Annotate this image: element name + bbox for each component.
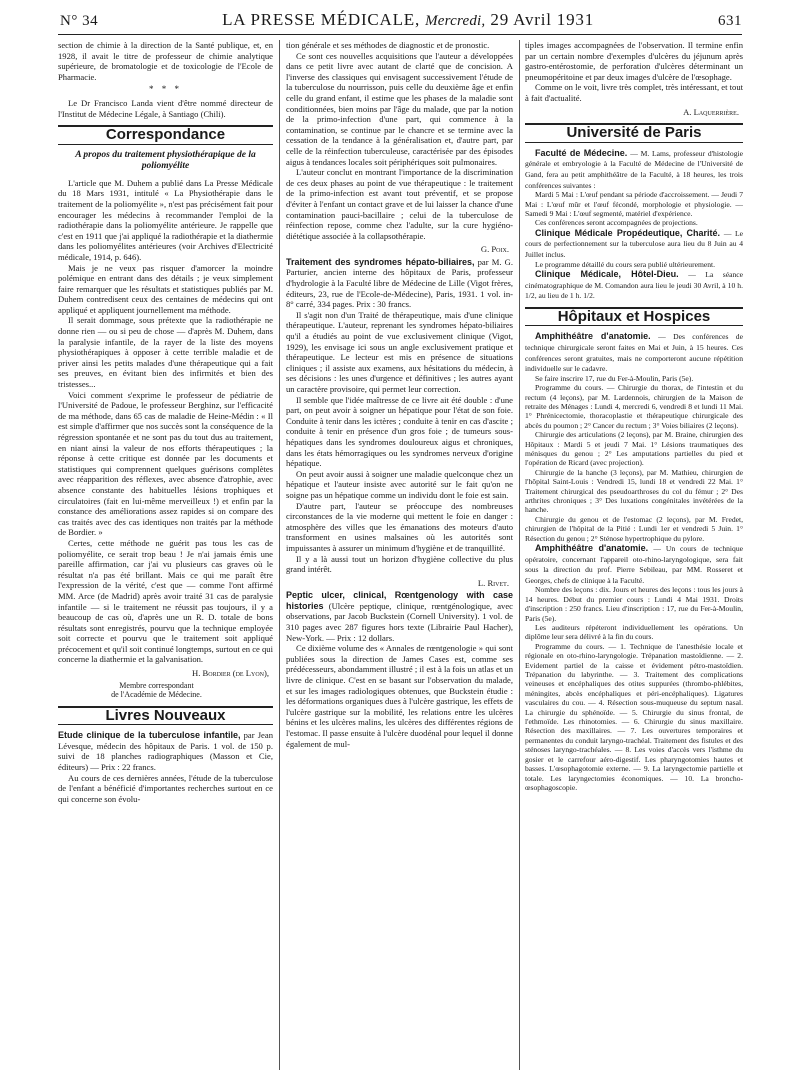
book-meta: (Ulcère peptique, clinique, rœntgénologique, avec observations, par Jacob Buckstein (Cornell University). 1 vol. de 310 pages avec 287 figures hors texte (Librairie Paul Hacher), New-York. — Prix : 12 dollars. <box>286 600 513 643</box>
section-title-livres: Livres Nouveaux <box>58 706 273 726</box>
institution-title: Clinique Médicale, Hôtel-Dieu. <box>535 268 679 279</box>
institution-text: — M. Lams, professeur d'histologie générale et embryologie à la Faculté de Médecine de l'Université de Gand, fera au petit amphithéâtre de la Faculté, à 18 heures, les trois conférences suivantes : <box>525 148 743 190</box>
column-divider <box>519 40 520 1070</box>
paragraph: Chirurgie de la hanche (3 leçons), par M. Mathieu, chirurgien de l'hôpital Saint-Louis : Vendredi 15, lundi 18 et vendredi 22 Mai. 1° Traitement chirurgical des pseudoarthroses du col du fémur ; 2° Des arthrites chroniques ; 3° Des luxations congénitales invétérées de la hanche. <box>525 467 743 515</box>
paragraph: Se faire inscrire 17, rue du Fer-à-Moulin, Paris (5e). <box>535 373 694 383</box>
paragraph: tion générale et ses méthodes de diagnostic et de pronostic. <box>286 40 490 50</box>
intro-paragraph: section de chimie à la direction de la Santé publique, et, en 1928, il avait le titre de professeur de chimie analytique supérieure, de bromatologie et de toxicologie de l'Ecole de Pharmacie. <box>58 40 273 82</box>
paragraph: Programme du cours. — 1. Technique de l'anesthésie locale et régionale en oto-rhino-laryngologie. Trépanation mastoïdienne. — 2. Evidement partiel de la caisse et évidement pétro-mastoïdien. Trépanation du labyrinthe. — 3. Traitement des complications veineuses et encéphaliques des otites suppurées (thrombo-phlébites, méningites, abcès encéphaliques et péri-encéphaliques). Ligatures vasculaires du cou. — 4. Résection sous-muqueuse du septum nasal. La chirurgie du sphénoïde. — 5. Chirurgie du sinus frontal, de l'ethmoïde. Les rhinotomies. — 6. Chirurgie du sinus maxillaire. Résection des maxillaires. — 7. Les ouvertures temporaires et permanentes du conduit laryngo-trachéal. Traitement des fistules et des sténoses laryngo-trachéales. — 8. Les voies d'accès vers l'isthme du gosier et le carrefour aéro-digestif. Les pharyngotomies hautes et basses. L'œsophagotomie externe. — 9. La laryngectomie partielle et totale. Les laryngectomies économiques. — 10. La broncho-œsophagoscopie. <box>525 641 743 792</box>
paragraph: Au cours de ces dernières années, l'étude de la tuberculose de l'enfant a bénéficié d'importantes recherches surtout en ce qui concerne son évolu- <box>58 772 273 804</box>
paragraph: Le programme détaillé du cours sera publié ultérieurement. <box>535 259 716 269</box>
paragraph: Il serait dommage, sous prétexte que la radiothérapie ne donne rien — ou si peu de chose — d'après M. Duhem, dans la paralysie infantile, de la rayer de la liste des moyens physiothérapiques à opposer à cette terrible maladie et de priver ainsi les petits malades d'une thérapeutique qui a fait ses preuves, en évitant bien des infirmités et bien des tristesses... <box>58 315 273 390</box>
book-title: Peptic ulcer, clinical, Rœntgenology with case histories <box>286 590 513 611</box>
institution-text: — Un cours de technique opératoire, concernant l'appareil oto-rhino-laryngologique, sera fait sous la direction du prof. Pierre Sebileau, par MM. Rosseret et Georges, chefs de clinique à la Faculté. <box>525 544 743 585</box>
header-rule <box>58 34 742 35</box>
paragraph: Il s'agit non d'un Traité de thérapeutique, mais d'une clinique thérapeutique. L'auteur, reprenant les syndromes hépato-biliaires qu'il a étudiés au point de vue exclusivement clinique (Vigot, 1929), les envisage ici sous un angle exclusivement pratique et thérapeutique. Le lecteur est mis en présence de situations cliniques ; il assiste aux examens, aux hésitations du médecin, à ses décisions : les unes d'urgence et définitives ; les autres ayant un caractère provisoire, qui permet leur correction. <box>286 309 513 394</box>
paragraph: L'auteur conclut en montrant l'importance de la discrimination de ces deux phases au point de vue thérapeutique : le traitement de la primo-infection est avant tout préventif, et se propose d'éviter à l'enfant un contact grave et de lui laisser la chance d'une contamination pauci-bacillaire ; celui de la tuberculose de réinfection repose, comme chez l'adulte, sur la cure hygiéno-diététique associée à la collapsothérapie. <box>286 167 513 241</box>
paragraph: Les auditeurs répéteront individuellement les opérations. Un diplôme leur sera délivré à la fin du cours. <box>525 623 743 642</box>
signature-role: Membre correspondant <box>119 680 194 690</box>
journal-title <box>222 10 594 30</box>
column-1 <box>58 40 273 1070</box>
signature: L. Rivet. <box>477 577 509 588</box>
journal-name: LA PRESSE MÉDICALE, <box>222 10 421 29</box>
paragraph: Nombre des leçons : dix. Jours et heures des leçons : tous les jours à 14 heures. Début du premier cours : Lundi 4 Mai 1931. Droits d'inscription : 250 francs. Lieu d'inscription : 17, rue du Fer-à-Moulin, Paris (5e). <box>525 585 743 623</box>
institution-title: Amphithéâtre d'anatomie. <box>535 543 649 553</box>
column-2 <box>286 40 513 1070</box>
page-number: 631 <box>718 13 742 29</box>
paragraph: On peut avoir aussi à soigner une maladie quelconque chez un hépatique et l'auteur insiste avec autorité sur le fait qu'on ne soigne pas un hépatique comme un individu dont le foie est sain. <box>286 468 513 500</box>
journal-day: Mercredi, <box>425 13 486 29</box>
correspondance-subtitle: A propos du traitement physiothérapique de la poliomyélite <box>75 149 256 171</box>
paragraph: Comme on le voit, livre très complet, très intéressant, et tout à fait d'actualité. <box>525 82 743 103</box>
book-meta: par M. G. Parturier, ancien interne des hôpitaux de Paris, professeur d'hydrologie à la Faculté libre de Médecine de Lille (Vigot frères, éditeurs, 23, rue de l'Ecole-de-Médecine), Paris, 1931. 1 vol. in-8° carré, 334 pages. Prix : 30 francs. <box>286 256 513 310</box>
paragraph: Il y a là aussi tout un horizon d'hygiène collective du plus grand intérêt. <box>286 553 513 575</box>
section-title-universite: Université de Paris <box>525 123 743 143</box>
section-title-hopitaux: Hôpitaux et Hospices <box>525 307 743 327</box>
paragraph: Voici comment s'exprime le professeur de pédiatrie de l'Université de Padoue, le professeur Berghinz, sur l'efficacité de ma méthode, dans 65 cas de maladie de Heine-Médin : « Il est simple d'affirmer que nos succès sont la conséquence de la régression spontanée et ne sont pas du tout dus au traitement, en niant ainsi la valeur de nos efforts thérapeutiques ; la réponse à cette critique est donnée par les documents et statistiques qui comprennent quelques guérisons complètes avec réapparition des réflexes, avec absence d'atrophie, avec absence constante des habituelles lésions trophiques et circulatoires (fait en lui-même merveilleux !) et enfin par la constance des améliorations assez rapides si on compare des cas traités avec des cas identiques non traités par la méthode de Bordier. » <box>58 389 273 538</box>
paragraph: Mardi 5 Mai : L'œuf pendant sa période d'accroissement. — Jeudi 7 Mai : L'œuf mûr et l'œuf fécondé, morphologie et physiologie. — Samedi 9 Mai : L'œuf segmenté, matériel d'expérience. <box>525 190 743 218</box>
institution-text: — La séance cinématographique de M. Comandon aura lieu le jeudi 30 Avril, à 10 h. 1/2, au lieu de 1 h. 1/2. <box>525 269 743 301</box>
institution-text: — Des conférences de technique chirurgicale seront faites en Mai et Juin, à 15 heures. Ces conférences seront gratuites, mais ne comporteront aucune répétition individuelle sur le cadavre. <box>525 332 743 374</box>
landa-paragraph: Le Dr Francisco Landa vient d'être nommé directeur de l'Institut de Médecine Légale, à Santiago (Chili). <box>58 97 273 119</box>
paragraph: D'autre part, l'auteur se préoccupe des nombreuses circonstances de la vie moderne qui mettent le foie en danger : atmosphère des villes que les émanations des moteurs d'auto transforment en usines malsaines où les autorités sont impuissantes à assurer un minimum d'hygiène et de tranquillité. <box>286 500 513 553</box>
paragraph: Ce sont ces nouvelles acquisitions que l'auteur a développées dans ce petit livre avec autant de clarté que de concision. A l'inverse des classiques qui envisagent successivement l'étude de la tuberculose du nourrisson, puis celle du deuxième âge et enfin celle du grand enfant, il estime que les phases de la maladie sont conditionnées, bien moins par l'âge du malade, que par la notion de la primo-infection d'une part, qui commence à la contamination, se continue par le chancre et se termine avec la cessation de la tendance à la généralisation et, d'autre part, par celle de la réinfection tuberculeuse, caractérisée par des épisodes aigus à tendances locales soit périphériques soit pulmonaires. <box>286 50 513 167</box>
column-divider <box>279 40 280 1070</box>
paragraph: Chirurgie du genou et de l'estomac (2 leçons), par M. Fredet, chirurgien de l'hôpital de la Pitié : Lundi 1er et vendredi 5 Juin. 1° Résection du genou ; 2° Sténose hypertrophique du pylore. <box>525 514 743 543</box>
book-title: Traitement des syndromes hépato-biliaires, <box>286 256 475 267</box>
paragraph: Il semble que l'idée maîtresse de ce livre ait été double : d'une part, on peut avoir à soigner un hépatique pour l'état de son foie. Conduite à tenir dans les ictères ; conduite à tenir en cas d'ascite ; conduite à tenir en présence d'un gros foie ; de tumeurs sous-hépatiques dans les syndromes douloureux aigus et chroniques, dans les états hémorragiques ou les syndromes nerveux d'origine hépatique. <box>286 394 513 469</box>
signature-role: de l'Académie de Médecine. <box>111 690 202 700</box>
signature: H. Bordier (de Lyon), <box>192 668 269 679</box>
book-title: Etude clinique de la tuberculose infantile, <box>58 730 241 741</box>
paragraph: Certes, cette méthode ne guérit pas tous les cas de poliomyélite, ce serait trop beau ! Je n'ai jamais émis une pareille affirmation, car j'ai vu plusieurs cas graves où le résultat n'a pas été brillant. Mais ce qui me paraît être l'expression de la vérité, c'est que — comme l'ont affirmé MM. Arce (de Madrid) après avoir traité 31 cas de paralysie infantile — si le traitement ne réussit pas toujours, il y a beaucoup de cas où, d'après une un R. D. totale de bons résultats sont enregistrés, pourvu que la technique employée soit correcte et pourvu que le traitement soit appliqué précocement et qu'il soit continué longtemps, surtout en ce qui concerne la diathermie et la galvanisation. <box>58 537 273 665</box>
paragraph: Ces conférences seront accompagnées de projections. <box>535 218 698 228</box>
signature: G. Poix. <box>480 244 509 255</box>
page-header <box>60 10 742 32</box>
paragraph: L'article que M. Duhem a publié dans La Presse Médicale du 18 Mars 1931, intitulé « La Physiothérapie dans le traitement de la poliomyélite », n'est pas précisément fait pour encourager les médecins à recommander l'emploi de la radiothérapie dans la poliomyélite antérieure. Je rappelle que c'est en 1911 que j'ai appliqué la radiothérapie et la diathermie dans les poliomyélites antérieures (voir Archives d'Electricité médicale, 1914, p. 646). <box>58 177 273 262</box>
paragraph: Programme du cours. — Chirurgie du thorax, de l'intestin et du rectum (4 leçons), par M. Lardennois, chirurgien de la Maison de retraite des Ménages : Lundi 4, mercredi 6, vendredi 8 et lundi 11 Mai. 1° Phrénicectomie, thoracoplastie et thérapeutique chirurgicale des abcès du poumon ; 2° Cancer du rectum ; 3° Voies biliaires (2 leçons). <box>525 383 743 430</box>
book-meta: par Jean Lévesque, médecin des hôpitaux de Paris. 1 vol. de 150 p. suivi de 18 planches radiographiques (Masson et Cie, éditeurs) — Prix : 22 francs. <box>58 730 273 773</box>
institution-text: — Le cours de perfectionnement sur la tuberculose aura lieu du 8 Juin au 4 Juillet inclus. <box>525 228 743 259</box>
institution-title: Faculté de Médecine. <box>535 147 628 158</box>
journal-date: 29 Avril 1931 <box>490 10 595 29</box>
paragraph: Mais je ne veux pas risquer d'amorcer la moindre polémique en entrant dans des détails ; je veux simplement faire remarquer que les résultats et statistiques publiés par M. Duhem contredisent ceux des centaines de médecins qui ont appliqué et appliquent journellement ma méthode. <box>58 262 273 315</box>
separator-stars: * * * <box>149 84 182 95</box>
signature: A. Laquerrière. <box>683 106 739 117</box>
institution-title: Clinique Médicale Propédeutique, Charité. <box>535 227 721 238</box>
issue-number: N° 34 <box>60 13 99 29</box>
column-3 <box>525 40 743 1070</box>
section-title-correspondance: Correspondance <box>58 125 273 145</box>
paragraph: Ce dixième volume des « Annales de rœntgenologie » qui sont publiées sous la direction de James Cases est, comme ses prédécesseurs, abondamment illustré ; il est à la fois un atlas et un livre de clinique. C'est en se basant sur l'observation du malade, et sur les images radiologiques obtenues, que Buckstein étudie : les déformations organiques dues à l'ulcère gastrique, les effets de l'ulcère gastrique sur la mobilité, les relations entre les ulcères bénins et les ulcères malins, les ulcères des différentes régions de l'estomac. Il passe ensuite à l'ulcère duodénal pour lequel il donne également de mul- <box>286 643 513 749</box>
institution-title: Amphithéâtre d'anatomie. <box>535 331 651 342</box>
paragraph: Chirurgie des articulations (2 leçons), par M. Braine, chirurgien des Hôpitaux : Mardi 5 et jeudi 7 Mai. 1° Lésions traumatiques des ménisques du genou ; 2° Les amputations partielles du pied et l'opération de Ricard (avec projection). <box>525 430 743 468</box>
paragraph: tiples images accompagnées de l'observation. Il termine enfin par un certain nombre d'exemples d'ulcères du jéjunum après gastro-entérostomie, de perforation d'ulcères déterminant un pneumopéritoine et par deux images d'ulcère de l'œsophage. <box>525 40 743 82</box>
